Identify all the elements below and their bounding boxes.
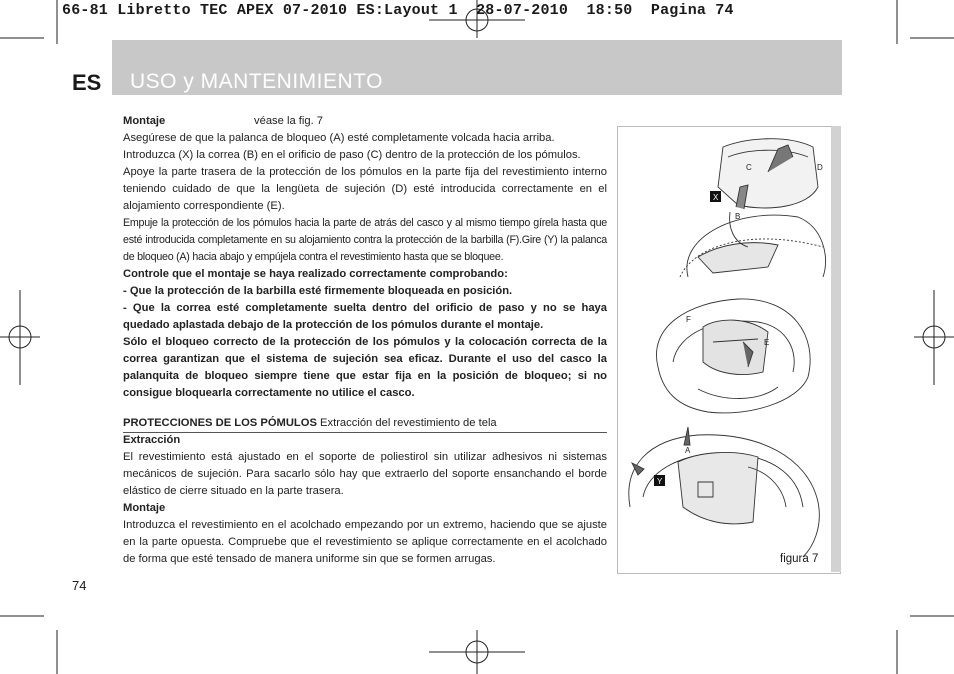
extraccion-heading: Extracción [123,434,181,446]
page-number: 74 [72,578,87,593]
section-title: PROTECCIONES DE LOS PÓMULOS [123,417,317,429]
page-title: USO y MANTENIMIENTO [130,70,383,93]
instruction-line: Apoye la parte trasera de la protección de los pómulos en la parte fija del revestimiento interno teniendo cuidado de que la lengüeta de sujeción (D) esté introducida correctamente en el alojamiento correspondiente (E). [123,166,607,212]
label-a: A [685,446,691,455]
instruction-line: Empuje la protección de los pómulos hacia la parte de atrás del casco y al mismo tiempo gírela hasta que esté introducida completamente en su alojamiento contra la protección de la barbilla (F).Gire (Y) la palanca de bloqueo (A) hacia abajo y empújela contra el revestimiento hasta que se bloquee. [123,217,607,263]
instruction-line: Introduzca (X) la correa (B) en el orificio de paso (C) dentro de la protección de los pómulos. [123,149,581,161]
label-d: D [817,163,823,172]
helmet-illustration-3 [629,427,819,557]
label-x: X [713,193,719,202]
section-heading [123,415,607,433]
instruction-line: Asegúrese de que la palanca de bloqueo (A) esté completamente volcada hacia arriba. [123,132,555,144]
language-code: ES [72,70,102,95]
figure-caption: figura 7 [780,553,819,565]
extraccion-text: El revestimiento está ajustado en el soporte de poliestirol sin utilizar adhesivos ni sistemas mecánicos de sujeción. Para sacarlo sólo hay que extraerlo del soporte ensanchando el borde elástico de cierre situado en la parte trasera. [123,451,607,497]
section-body [123,432,607,568]
helmet-illustrations [618,127,830,557]
label-b: B [735,212,741,221]
check-item: - Que la protección de la barbilla esté firmemente bloqueada en posición. [123,285,513,297]
check-item: - Que la correa esté completamente suelta dentro del orificio de paso y no se haya quedado aplastada debajo de la protección de los pómulos durante el montaje. [123,302,607,331]
label-c: C [746,163,752,172]
label-e: E [764,338,770,347]
label-y: Y [657,477,663,486]
label-f: F [686,315,691,324]
montaje-subheading: Montaje [123,502,166,514]
montaje-text: Introduzca el revestimiento en el acolchado empezando por un extremo, haciendo que se ajuste en la parte opuesta. Compruebe que el revestimiento se aplique correctamente en el acolchado de forma que esté tensado de manera uniforme sin que se formen arrugas. [123,519,607,565]
figure-side-strip [831,126,841,572]
section-subtitle: Extracción del revestimiento de tela [320,417,497,429]
print-slug: 66-81 Libretto TEC APEX 07-2010 ES:Layout 1 28-07-2010 18:50 Pagina 74 [62,2,734,19]
montaje-heading: Montaje [123,115,166,127]
montaje-body [123,130,607,402]
check-title: Controle que el montaje se haya realizado correctamente comprobando: [123,268,508,280]
helmet-illustration-1 [680,139,826,277]
safety-warning: Sólo el bloqueo correcto de la protección de los pómulos y la colocación correcta de la correa garantizan que el sistema de sujeción sea eficaz. Durante el uso del casco la palanquita de bloqueo siempre tiene que estar fija en la posición de bloqueo; si no consigue bloquearla correctamente no utilice el casco. [123,336,607,399]
helmet-illustration-2 [656,299,810,413]
figure-reference: véase la fig. 7 [254,115,324,127]
